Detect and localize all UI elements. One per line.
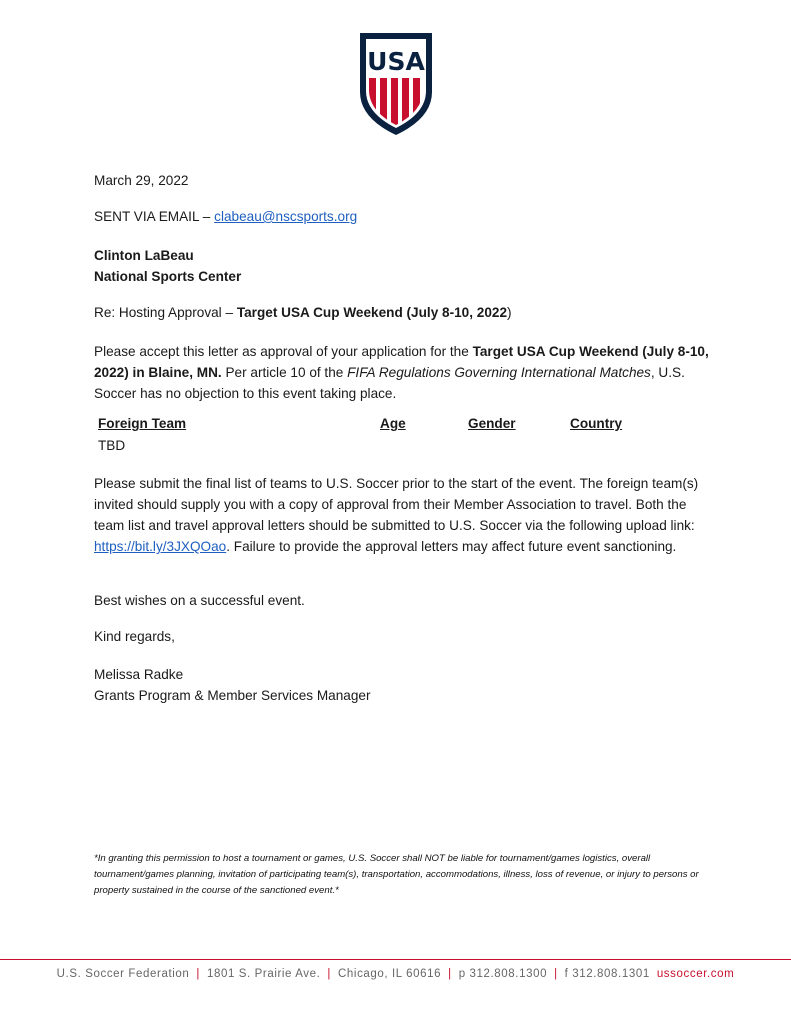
recipient-email-link[interactable]: clabeau@nscsports.org (214, 209, 358, 224)
recipient-name: Clinton LaBeau (94, 248, 194, 263)
liability-footnote: *In granting this permission to host a tournament or games, U.S. Soccer shall NOT be liable for tournament/games logistics, overall tournament/games planning, invitation of participating team(s), transportation, accommodations, illness, loss of revenue, or injury to persons or property sustained in the course of the sanctioned event.* (94, 853, 699, 896)
footer-separator: | (554, 968, 558, 980)
footer-separator: | (327, 968, 332, 980)
letterhead-footer (0, 968, 791, 980)
header-foreign-team: Foreign Team (98, 416, 187, 431)
instructions-paragraph (94, 473, 714, 557)
footer-phone: p 312.808.1300 (458, 968, 548, 980)
approval-paragraph (94, 341, 714, 404)
recipient-organization: National Sports Center (94, 269, 242, 284)
instructions-text-1: Please submit the final list of teams to U.S. Soccer prior to the start of the event. The foreign team(s) invited should supply you with a copy of approval from their Member Association to travel. Both the team list and travel approval letters should be submitted to U.S. Soccer via the following upload link: (94, 476, 699, 533)
signer-name: Melissa Radke (94, 667, 184, 682)
best-wishes-line: Best wishes on a successful event. (94, 593, 305, 608)
subject-suffix: ) (507, 305, 512, 320)
sent-via-line (94, 206, 714, 227)
subject-prefix: Re: Hosting Approval – (94, 305, 237, 320)
header-age: Age (380, 416, 406, 431)
footer-fax: f 312.808.1301 (564, 968, 650, 980)
signature-block (94, 664, 714, 706)
instructions-text-2: . Failure to provide the approval letters may affect future event sanctioning. (226, 539, 677, 554)
table-cell-foreign-team: TBD (98, 438, 126, 453)
footer-website-link[interactable]: ussoccer.com (656, 968, 735, 980)
sent-via-label: SENT VIA EMAIL – (94, 209, 215, 224)
header-gender: Gender (468, 416, 516, 431)
approval-text-2: Per article 10 of the (221, 365, 348, 380)
fifa-regulations-italic: FIFA Regulations Governing International Matches (347, 365, 651, 380)
header-country: Country (570, 416, 623, 431)
closing-line: Kind regards, (94, 629, 175, 644)
upload-link[interactable]: https://bit.ly/3JXQOao (94, 539, 227, 554)
crest-wordmark: USA (367, 47, 425, 76)
footer-city: Chicago, IL 60616 (338, 968, 442, 980)
footer-separator: | (448, 968, 452, 980)
approval-text-3: , U.S. Soccer has no objection to this event taking place. (94, 365, 685, 401)
signer-title: Grants Program & Member Services Manager (94, 688, 371, 703)
footer-address: 1801 S. Prairie Ave. (206, 968, 321, 980)
footer-separator: | (196, 968, 200, 980)
subject-line (94, 302, 714, 323)
subject-event: Target USA Cup Weekend (July 8-10, 2022 (236, 305, 508, 320)
approval-text-1: Please accept this letter as approval of your application for the (94, 344, 473, 359)
footer-divider (0, 959, 791, 960)
ussoccer-crest-logo (357, 30, 435, 138)
approval-event-bold: Target USA Cup Weekend (July 8-10, 2022) in Blaine, MN. (94, 344, 709, 380)
recipient-block (94, 245, 714, 287)
letter-date: March 29, 2022 (94, 173, 189, 188)
footer-org: U.S. Soccer Federation (56, 968, 190, 980)
